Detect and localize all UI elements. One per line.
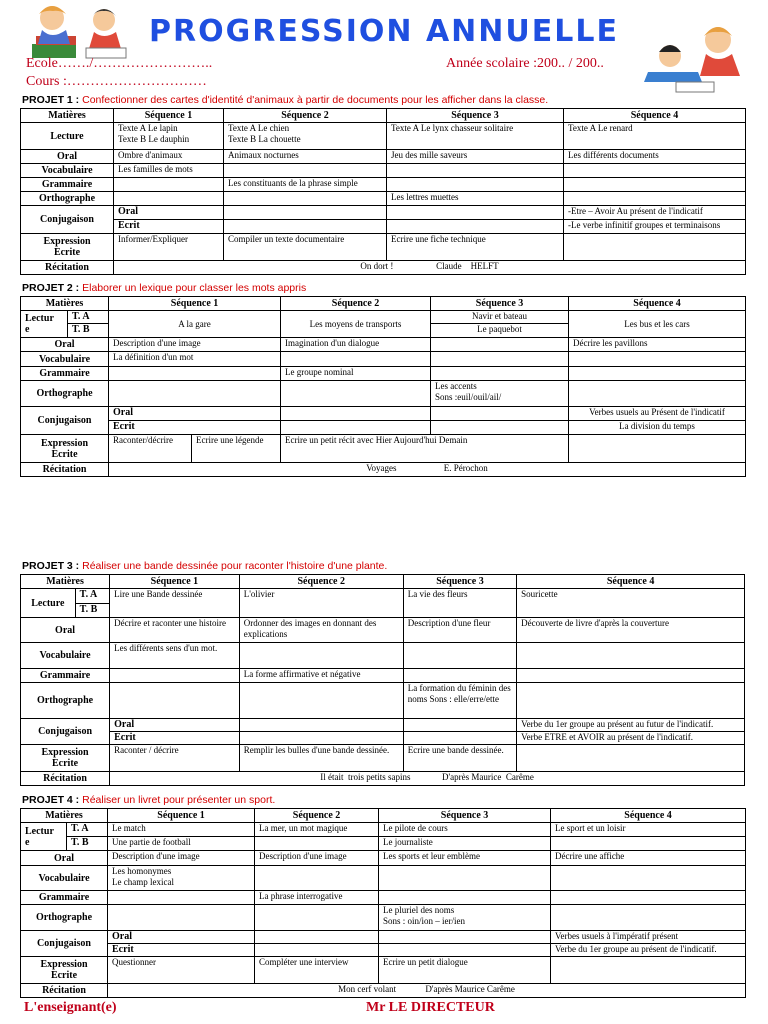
recitation-cell: Mon cerf volant D'après Maurice Carême <box>108 984 746 998</box>
cell <box>403 643 516 669</box>
cell <box>108 905 255 931</box>
cell: Décrire les pavillons <box>569 338 746 352</box>
cell: La vie des fleurs <box>403 589 516 618</box>
header-sequence-3: Séquence 3 <box>431 297 569 311</box>
projet-3-description: Réaliser une bande dessinée pour raconter l'histoire d'une plante. <box>82 560 388 572</box>
cell <box>109 367 281 381</box>
cell: Compléter une interview <box>255 957 379 984</box>
cell <box>403 669 516 683</box>
cell: La forme affirmative et négative <box>239 669 403 683</box>
cell <box>379 944 551 957</box>
projet-1-description: Confectionner des cartes d'identité d'animaux à partir de documents pour les afficher dans la classe. <box>82 94 549 106</box>
cell: Ordonner des images en donnant des explications <box>239 618 403 643</box>
row-sublabel-ecrit: Ecrit <box>109 421 281 435</box>
cell: Les différents documents <box>564 150 746 164</box>
cell: Le sport et un loisir <box>551 823 746 837</box>
cell <box>281 352 431 367</box>
cell: Verbes usuels au Présent de l'indicatif <box>569 407 746 421</box>
cell <box>431 421 569 435</box>
cell <box>224 206 387 220</box>
row-label-grammaire: Grammaire <box>21 669 110 683</box>
cell: Le paquebot <box>431 324 569 338</box>
row-label-grammaire: Grammaire <box>21 367 109 381</box>
cell <box>114 192 224 206</box>
cell <box>110 669 240 683</box>
cell <box>564 178 746 192</box>
row-label-vocabulaire: Vocabulaire <box>21 164 114 178</box>
cell: Le match <box>108 823 255 837</box>
ecole-field: Ecole……./…………………….. <box>26 56 213 71</box>
cell: Souricette <box>517 589 745 618</box>
cell <box>255 931 379 944</box>
cell: Compiler un texte documentaire <box>224 234 387 261</box>
directeur-signature-label: Mr LE DIRECTEUR <box>366 1000 495 1015</box>
cell <box>517 683 745 719</box>
cell: Raconter / décrire <box>110 745 240 772</box>
row-label-oral: Oral <box>21 851 108 866</box>
cell <box>379 931 551 944</box>
projet-2-heading: PROJET 2 : Elaborer un lexique pour classer les mots appris <box>22 282 307 294</box>
cell: La définition d'un mot <box>109 352 281 367</box>
cell: Verbe du 1er groupe au présent de l'indicatif. <box>551 944 746 957</box>
recitation-cell: Voyages E. Pérochon <box>109 463 746 477</box>
row-label-oral: Oral <box>21 618 110 643</box>
cell: La formation du féminin des noms Sons : elle/erre/ette <box>403 683 516 719</box>
row-sublabel-ta: T. A <box>75 589 109 604</box>
row-label-lecture: Lecture <box>21 589 76 618</box>
cell <box>569 367 746 381</box>
recitation-cell: On dort ! Claude HELFT <box>114 261 746 275</box>
cell: Verbes usuels à l'impératif présent <box>551 931 746 944</box>
cell <box>551 891 746 905</box>
row-sublabel-ecrit: Ecrit <box>108 944 255 957</box>
cell <box>114 178 224 192</box>
cell: Les accents Sons :euil/ouil/ail/ <box>431 381 569 407</box>
cell <box>281 381 431 407</box>
row-label-recitation: Récitation <box>21 463 109 477</box>
cell: Les lettres muettes <box>387 192 564 206</box>
cell: Raconter/décrire <box>109 435 192 463</box>
cell: Verbe ETRE et AVOIR au présent de l'indicatif. <box>517 732 745 745</box>
row-label-oral: Oral <box>21 150 114 164</box>
header-sequence-4: Séquence 4 <box>564 109 746 123</box>
row-label-conjugaison: Conjugaison <box>21 407 109 435</box>
cell: Les moyens de transports <box>281 311 431 338</box>
cell: Décrire et raconter une histoire <box>110 618 240 643</box>
cell <box>569 381 746 407</box>
cell: La division du temps <box>569 421 746 435</box>
cell <box>517 745 745 772</box>
cell: Les bus et les cars <box>569 311 746 338</box>
header-sequence-3: Séquence 3 <box>403 575 516 589</box>
cell: Le pilote de cours <box>379 823 551 837</box>
cell: Texte A Le chien Texte B La chouette <box>224 123 387 150</box>
cell <box>564 192 746 206</box>
cell <box>109 381 281 407</box>
cell <box>255 837 379 851</box>
cell: Le groupe nominal <box>281 367 431 381</box>
cell <box>551 837 746 851</box>
row-label-recitation: Récitation <box>21 261 114 275</box>
header-sequence-4: Séquence 4 <box>517 575 745 589</box>
cell <box>224 164 387 178</box>
cell: Ecrire une bande dessinée. <box>403 745 516 772</box>
cell <box>255 866 379 891</box>
cell <box>431 352 569 367</box>
row-label-orthographe: Orthographe <box>21 381 109 407</box>
row-sublabel-ta: T. A <box>67 823 108 837</box>
projet-1-table <box>20 108 746 275</box>
cell: Découverte de livre d'après la couverture <box>517 618 745 643</box>
row-label-grammaire: Grammaire <box>21 891 108 905</box>
row-sublabel-oral: Oral <box>114 206 224 220</box>
cell: La mer, un mot magique <box>255 823 379 837</box>
row-label-orthographe: Orthographe <box>21 683 110 719</box>
row-label-conjugaison: Conjugaison <box>21 206 114 234</box>
enseignant-signature-label: L'enseignant(e) <box>24 1000 117 1015</box>
cell <box>239 683 403 719</box>
row-label-oral: Oral <box>21 338 109 352</box>
row-sublabel-oral: Oral <box>110 719 240 732</box>
row-label-grammaire: Grammaire <box>21 178 114 192</box>
recitation-cell: Il était trois petits sapins D'après Maurice Carême <box>110 772 745 786</box>
cell: Les homonymes Le champ lexical <box>108 866 255 891</box>
cell: Ecrire une légende <box>192 435 281 463</box>
cell: Description d'une image <box>109 338 281 352</box>
header-sequence-2: Séquence 2 <box>224 109 387 123</box>
row-label-expression-ecrite: Expression Ecrite <box>21 745 110 772</box>
cell: Animaux nocturnes <box>224 150 387 164</box>
header-sequence-4: Séquence 4 <box>551 809 746 823</box>
cell <box>403 719 516 732</box>
cell: Verbe du 1er groupe au présent au futur de l'indicatif. <box>517 719 745 732</box>
row-label-vocabulaire: Vocabulaire <box>21 866 108 891</box>
cell <box>517 643 745 669</box>
cell <box>403 732 516 745</box>
cell: Le pluriel des noms Sons : oin/ion – ier/ien <box>379 905 551 931</box>
row-label-lecture: Lecture <box>21 123 114 150</box>
cell: Décrire une affiche <box>551 851 746 866</box>
cell <box>569 352 746 367</box>
cours-field: Cours :………………………… <box>26 74 207 89</box>
cell <box>224 192 387 206</box>
header-sequence-2: Séquence 2 <box>239 575 403 589</box>
cell: Texte A Le lapin Texte B Le dauphin <box>114 123 224 150</box>
header-sequence-1: Séquence 1 <box>109 297 281 311</box>
cell: Questionner <box>108 957 255 984</box>
row-label-conjugaison: Conjugaison <box>21 931 108 957</box>
row-label-conjugaison: Conjugaison <box>21 719 110 745</box>
cell <box>387 178 564 192</box>
row-sublabel-ecrit: Ecrit <box>114 220 224 234</box>
header-matieres: Matières <box>21 809 108 823</box>
cell: Ecrire un petit récit avec Hier Aujourd'hui Demain <box>281 435 569 463</box>
row-sublabel-ta: T. A <box>68 311 109 324</box>
header-matieres: Matières <box>21 109 114 123</box>
cell: Jeu des mille saveurs <box>387 150 564 164</box>
row-sublabel-ecrit: Ecrit <box>110 732 240 745</box>
cell <box>551 905 746 931</box>
row-label-orthographe: Orthographe <box>21 192 114 206</box>
cell: Les différents sens d'un mot. <box>110 643 240 669</box>
cell: Les constituants de la phrase simple <box>224 178 387 192</box>
cell: Description d'une image <box>255 851 379 866</box>
cell: Texte A Le lynx chasseur solitaire <box>387 123 564 150</box>
cell: Remplir les bulles d'une bande dessinée. <box>239 745 403 772</box>
cell <box>224 220 387 234</box>
cell <box>379 866 551 891</box>
projet-4-description: Réaliser un livret pour présenter un sport. <box>82 794 276 806</box>
cell <box>564 234 746 261</box>
cell: Ecrire une fiche technique <box>387 234 564 261</box>
row-label-expression-ecrite: Expression Ecrite <box>21 957 108 984</box>
cell <box>108 891 255 905</box>
projet-3-heading: PROJET 3 : Réaliser une bande dessinée pour raconter l'histoire d'une plante. <box>22 560 388 572</box>
row-label-expression-ecrite: Expression Ecrite <box>21 435 109 463</box>
cell <box>564 164 746 178</box>
cell: L'olivier <box>239 589 403 618</box>
header-sequence-3: Séquence 3 <box>379 809 551 823</box>
cell: A la gare <box>109 311 281 338</box>
projet-4-heading: PROJET 4 : Réaliser un livret pour présenter un sport. <box>22 794 276 806</box>
header-sequence-2: Séquence 2 <box>281 297 431 311</box>
cell <box>379 891 551 905</box>
cell: Navir et bateau <box>431 311 569 324</box>
row-sublabel-tb: T. B <box>68 324 109 338</box>
cell <box>387 220 564 234</box>
header-matieres: Matières <box>21 575 110 589</box>
cell: Description d'une image <box>108 851 255 866</box>
row-label-lecture: Lectur e <box>21 823 67 851</box>
cell: Le journaliste <box>379 837 551 851</box>
row-label-lecture: Lectur e <box>21 311 68 338</box>
projet-1-heading: PROJET 1 : Confectionner des cartes d'identité d'animaux à partir de documents pour les afficher dans la classe. <box>22 94 549 106</box>
row-label-orthographe: Orthographe <box>21 905 108 931</box>
cell <box>551 957 746 984</box>
cell: Lire une Bande dessinée <box>110 589 240 618</box>
cell <box>239 643 403 669</box>
header-sequence-3: Séquence 3 <box>387 109 564 123</box>
page-title: PROGRESSION ANNUELLE <box>149 14 619 49</box>
row-sublabel-tb: T. B <box>67 837 108 851</box>
cell: Les familles de mots <box>114 164 224 178</box>
cell <box>431 367 569 381</box>
row-label-recitation: Récitation <box>21 984 108 998</box>
cell <box>387 164 564 178</box>
projet-3-table <box>20 574 745 786</box>
cell <box>255 905 379 931</box>
cell <box>255 944 379 957</box>
cell <box>239 732 403 745</box>
row-label-vocabulaire: Vocabulaire <box>21 352 109 367</box>
cell <box>239 719 403 732</box>
annee-scolaire-field: Année scolaire :200.. / 200.. <box>446 56 604 71</box>
row-sublabel-oral: Oral <box>108 931 255 944</box>
cell: Une partie de football <box>108 837 255 851</box>
row-label-recitation: Récitation <box>21 772 110 786</box>
cell: Informer/Expliquer <box>114 234 224 261</box>
cell <box>281 421 431 435</box>
cell <box>431 338 569 352</box>
cell: -Le verbe infinitif groupes et terminaisons <box>564 220 746 234</box>
cell: Ecrire un petit dialogue <box>379 957 551 984</box>
row-sublabel-oral: Oral <box>109 407 281 421</box>
header-sequence-1: Séquence 1 <box>110 575 240 589</box>
cell <box>517 669 745 683</box>
cell: -Etre – Avoir Au présent de l'indicatif <box>564 206 746 220</box>
row-label-expression-ecrite: Expression Ecrite <box>21 234 114 261</box>
header-sequence-1: Séquence 1 <box>114 109 224 123</box>
cell <box>431 407 569 421</box>
cell <box>569 435 746 463</box>
cell: Description d'une fleur <box>403 618 516 643</box>
cell <box>551 866 746 891</box>
row-label-vocabulaire: Vocabulaire <box>21 643 110 669</box>
cell <box>281 407 431 421</box>
cell: La phrase interrogative <box>255 891 379 905</box>
row-sublabel-tb: T. B <box>75 604 109 618</box>
header-sequence-2: Séquence 2 <box>255 809 379 823</box>
header-sequence-1: Séquence 1 <box>108 809 255 823</box>
cell <box>387 206 564 220</box>
projet-2-table <box>20 296 746 477</box>
cell: Texte A Le renard <box>564 123 746 150</box>
projet-4-table <box>20 808 746 998</box>
header-sequence-4: Séquence 4 <box>569 297 746 311</box>
header-matieres: Matières <box>21 297 109 311</box>
cell: Les sports et leur emblème <box>379 851 551 866</box>
cell: Ombre d'animaux <box>114 150 224 164</box>
cell: Imagination d'un dialogue <box>281 338 431 352</box>
cell <box>110 683 240 719</box>
projet-2-description: Elaborer un lexique pour classer les mots appris <box>82 282 307 294</box>
